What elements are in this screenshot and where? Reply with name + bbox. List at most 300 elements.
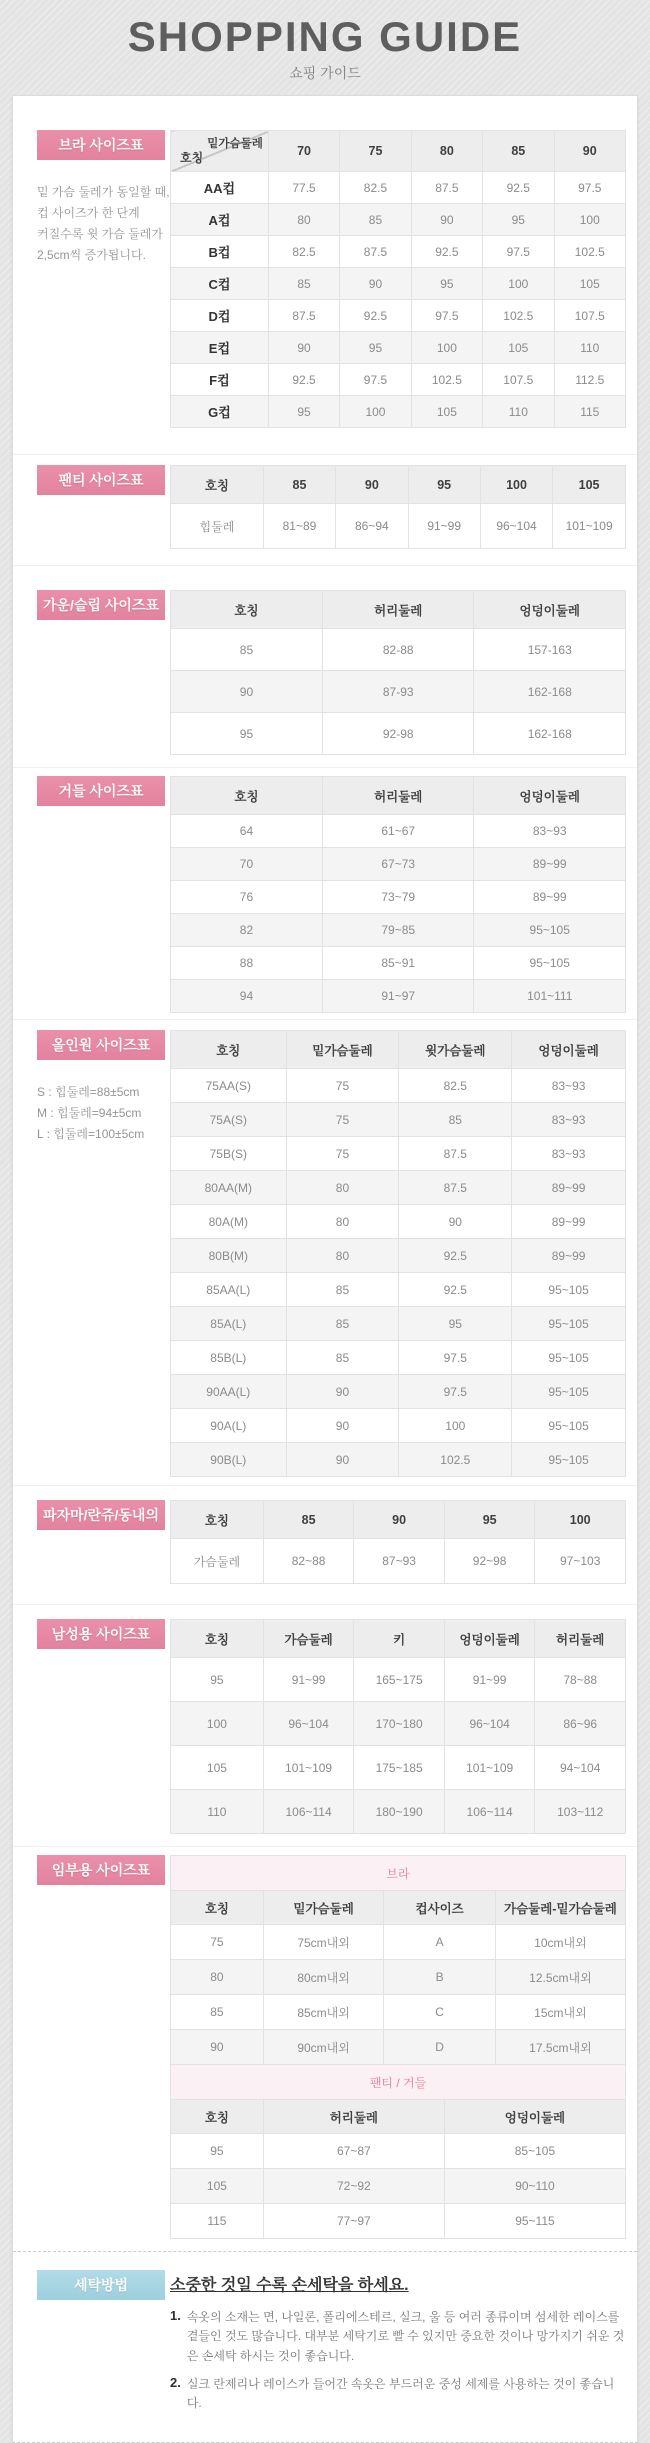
row-label-cell: 90 <box>171 2030 264 2065</box>
column-header-cell: 90 <box>336 466 408 504</box>
value-cell: 157-163 <box>474 629 626 671</box>
table-row <box>171 1205 626 1239</box>
table-row <box>171 396 626 428</box>
table-row <box>171 947 626 980</box>
value-cell: 92.5 <box>399 1273 512 1307</box>
row-label-cell: 75 <box>171 1925 264 1960</box>
value-cell: 95~105 <box>512 1341 626 1375</box>
value-cell: 90 <box>286 1409 399 1443</box>
value-cell: 80 <box>268 204 339 236</box>
row-label-cell: D컵 <box>171 300 269 332</box>
table-row <box>171 268 626 300</box>
row-label-cell: 88 <box>171 947 323 980</box>
value-cell: 85 <box>286 1341 399 1375</box>
value-cell: 85~91 <box>322 947 474 980</box>
row-label-cell: 90A(L) <box>171 1409 287 1443</box>
value-cell: 95~105 <box>512 1443 626 1477</box>
value-cell: 95~105 <box>474 914 626 947</box>
value-cell: 101~109 <box>553 504 626 549</box>
washing-instruction-item <box>170 2375 626 2413</box>
value-cell: 87.5 <box>268 300 339 332</box>
value-cell: 105 <box>411 396 482 428</box>
value-cell: 110 <box>554 332 625 364</box>
value-cell: 106~114 <box>444 1790 535 1834</box>
gown-slip-size-table <box>170 590 626 755</box>
item-text: 속옷의 소재는 면, 나일론, 폴리에스테르, 실크, 울 등 여러 종류이며 섬세한 레이스를 곁들인 것도 많습니다. 대부분 세탁기로 빨 수 있지만 중요한 것이나 망가지기 쉬운 것은 손세탁 하시는 것이 좋습니다. <box>186 2310 625 2363</box>
value-cell: 92~98 <box>444 1539 535 1584</box>
value-cell: 94~104 <box>535 1746 626 1790</box>
value-cell: 15cm내외 <box>495 1995 625 2030</box>
value-cell: 86~94 <box>336 504 408 549</box>
item-number: 1. <box>170 2308 181 2324</box>
value-cell: 85 <box>268 268 339 300</box>
value-cell: 95~105 <box>512 1409 626 1443</box>
table-row <box>171 1501 626 1539</box>
content-card <box>12 95 638 2443</box>
value-cell: 90 <box>286 1375 399 1409</box>
row-label-cell: 76 <box>171 881 323 914</box>
girdle-section-badge: 거들 사이즈표 <box>37 776 165 806</box>
washing-title: 소중한 것일 수록 손세탁을 하세요. <box>170 2277 409 2295</box>
table-row <box>171 1137 626 1171</box>
row-label-cell: A컵 <box>171 204 269 236</box>
value-cell: 85 <box>286 1273 399 1307</box>
value-cell: 165~175 <box>354 1658 445 1702</box>
value-cell: 73~79 <box>322 881 474 914</box>
row-label-cell: 105 <box>171 2169 264 2204</box>
table-row <box>171 300 626 332</box>
value-cell: 80cm내외 <box>263 1960 384 1995</box>
value-cell: 90 <box>286 1443 399 1477</box>
value-cell: 90~110 <box>444 2169 625 2204</box>
row-label-cell: 90 <box>171 671 323 713</box>
table-row <box>171 1341 626 1375</box>
table-row <box>171 881 626 914</box>
section-bra-size <box>13 96 637 454</box>
table-row <box>171 1375 626 1409</box>
column-header-cell: 허리둘레 <box>535 1620 626 1658</box>
value-cell: 96~104 <box>263 1702 354 1746</box>
maternity-bra-size-table <box>170 1855 626 2065</box>
section-gown-slip-size <box>13 565 637 767</box>
table-row <box>171 1273 626 1307</box>
row-label-cell: 82 <box>171 914 323 947</box>
item-number: 2. <box>170 2374 181 2390</box>
table-row <box>171 1443 626 1477</box>
table-row <box>171 504 626 549</box>
note-line: 컵 사이즈가 한 단계 <box>37 206 140 221</box>
value-cell: 103~112 <box>535 1790 626 1834</box>
row-label-cell: 75AA(S) <box>171 1069 287 1103</box>
value-cell: 12.5cm내외 <box>495 1960 625 1995</box>
row-label-cell: AA컵 <box>171 172 269 204</box>
value-cell: 95~105 <box>512 1375 626 1409</box>
column-header-cell: 호칭 <box>171 591 323 629</box>
column-header-cell: 컵사이즈 <box>384 1891 495 1925</box>
value-cell: 92.5 <box>268 364 339 396</box>
value-cell: 95 <box>340 332 411 364</box>
value-cell: 83~93 <box>474 815 626 848</box>
row-label-cell: 가슴둘레 <box>171 1539 264 1584</box>
value-cell: 100 <box>554 204 625 236</box>
value-cell: 83~93 <box>512 1137 626 1171</box>
column-header-cell: 80 <box>411 131 482 172</box>
value-cell: 97.5 <box>483 236 554 268</box>
table-row <box>171 1409 626 1443</box>
value-cell: 92.5 <box>411 236 482 268</box>
value-cell: 10cm내외 <box>495 1925 625 1960</box>
table-row <box>171 713 626 755</box>
value-cell: 89~99 <box>474 848 626 881</box>
value-cell: 87.5 <box>399 1137 512 1171</box>
column-header-cell: 허리둘레 <box>322 591 474 629</box>
row-label-cell: 94 <box>171 980 323 1013</box>
value-cell: 83~93 <box>512 1103 626 1137</box>
table-row <box>171 777 626 815</box>
row-label-cell: 80AA(M) <box>171 1171 287 1205</box>
value-cell: 89~99 <box>512 1239 626 1273</box>
corner-top-label: 밑가슴둘레 <box>207 138 263 151</box>
gown-section-badge: 가운/슬립 사이즈표 <box>37 590 165 620</box>
value-cell: 107.5 <box>483 364 554 396</box>
table-row <box>171 2169 626 2204</box>
row-label-cell: F컵 <box>171 364 269 396</box>
row-label-cell: 85 <box>171 1995 264 2030</box>
table-row <box>171 1069 626 1103</box>
value-cell: 87.5 <box>340 236 411 268</box>
value-cell: 75 <box>286 1069 399 1103</box>
value-cell: 96~104 <box>480 504 552 549</box>
column-header-cell: 가슴둘레 <box>263 1620 354 1658</box>
row-label-cell: 70 <box>171 848 323 881</box>
value-cell: 85cm내외 <box>263 1995 384 2030</box>
column-header-cell: 75 <box>340 131 411 172</box>
value-cell: 90 <box>399 1205 512 1239</box>
value-cell: 92.5 <box>340 300 411 332</box>
value-cell: 92.5 <box>399 1239 512 1273</box>
row-label-cell: 85 <box>171 629 323 671</box>
row-label-cell: 100 <box>171 1702 264 1746</box>
pajama-section-badge: 파자마/란쥬/동내의 <box>37 1500 165 1530</box>
value-cell: 107.5 <box>554 300 625 332</box>
value-cell: 92.5 <box>483 172 554 204</box>
value-cell: B <box>384 1960 495 1995</box>
value-cell: 87-93 <box>322 671 474 713</box>
maternity-panty-girdle-size-table <box>170 2064 626 2239</box>
column-header-cell: 호칭 <box>171 777 323 815</box>
table-row <box>171 1891 626 1925</box>
panty-size-table <box>170 465 626 549</box>
value-cell: 78~88 <box>535 1658 626 1702</box>
column-header-cell: 키 <box>354 1620 445 1658</box>
table-row <box>171 1995 626 2030</box>
column-header-cell: 가슴둘레-밑가슴둘레 <box>495 1891 625 1925</box>
value-cell: 101~109 <box>444 1746 535 1790</box>
table-row <box>171 1103 626 1137</box>
value-cell: 86~96 <box>535 1702 626 1746</box>
value-cell: D <box>384 2030 495 2065</box>
washing-section-badge: 세탁방법 <box>37 2270 165 2300</box>
mens-section-badge: 남성용 사이즈표 <box>37 1619 165 1649</box>
table-row <box>171 131 626 172</box>
value-cell: 92-98 <box>322 713 474 755</box>
value-cell: 106~114 <box>263 1790 354 1834</box>
column-header-cell: 호칭 <box>171 1891 264 1925</box>
section-allinone-size <box>13 1019 637 1485</box>
value-cell: 85 <box>399 1103 512 1137</box>
table-row <box>171 204 626 236</box>
value-cell: 95~105 <box>512 1273 626 1307</box>
value-cell: 91~99 <box>263 1658 354 1702</box>
diagonal-corner-cell <box>171 131 269 172</box>
table-row <box>171 1171 626 1205</box>
value-cell: 82.5 <box>399 1069 512 1103</box>
table-row <box>171 980 626 1013</box>
value-cell: 91~97 <box>322 980 474 1013</box>
value-cell: 95~115 <box>444 2204 625 2239</box>
page-title: SHOPPING GUIDE <box>127 13 523 60</box>
note-line: M : 힙둘레=94±5cm <box>37 1106 142 1121</box>
value-cell: 105 <box>554 268 625 300</box>
value-cell: 162-168 <box>474 671 626 713</box>
value-cell: 180~190 <box>354 1790 445 1834</box>
row-label-cell: C컵 <box>171 268 269 300</box>
value-cell: 80 <box>286 1239 399 1273</box>
value-cell: 100 <box>399 1409 512 1443</box>
row-label-cell: 90AA(L) <box>171 1375 287 1409</box>
value-cell: 100 <box>411 332 482 364</box>
row-label-cell: 힙둘레 <box>171 504 264 549</box>
row-label-cell: B컵 <box>171 236 269 268</box>
corner-bottom-label: 호칭 <box>180 151 204 166</box>
table-row <box>171 1960 626 1995</box>
table-row <box>171 848 626 881</box>
row-label-cell: 80A(M) <box>171 1205 287 1239</box>
value-cell: 97.5 <box>340 364 411 396</box>
table-row <box>171 1539 626 1584</box>
column-header-cell: 호칭 <box>171 1501 264 1539</box>
column-header-cell: 엉덩이둘레 <box>474 777 626 815</box>
allinone-section-badge: 올인원 사이즈표 <box>37 1030 165 1060</box>
value-cell: 82.5 <box>340 172 411 204</box>
table-row <box>171 1307 626 1341</box>
row-label-cell: 85A(L) <box>171 1307 287 1341</box>
column-header-cell: 호칭 <box>171 1620 264 1658</box>
column-header-cell: 밑가슴둘레 <box>286 1031 399 1069</box>
note-line: L : 힙둘레=100±5cm <box>37 1127 145 1142</box>
note-line: 2,5cm씩 증가됩니다. <box>37 248 146 263</box>
row-label-cell: 75A(S) <box>171 1103 287 1137</box>
item-text: 실크 란제리나 레이스가 들어간 속옷은 부드러운 중성 세제를 사용하는 것이 좋습니다. <box>186 2376 615 2410</box>
value-cell: 80 <box>286 1171 399 1205</box>
column-header-cell: 95 <box>408 466 480 504</box>
value-cell: 72~92 <box>263 2169 444 2204</box>
section-washing-method <box>13 2251 637 2442</box>
value-cell: 90 <box>268 332 339 364</box>
column-header-cell: 100 <box>535 1501 626 1539</box>
value-cell: 90 <box>411 204 482 236</box>
value-cell: 95~105 <box>512 1307 626 1341</box>
value-cell: 102.5 <box>554 236 625 268</box>
value-cell: 96~104 <box>444 1702 535 1746</box>
value-cell: 91~99 <box>408 504 480 549</box>
table-row <box>171 1658 626 1702</box>
value-cell: 83~93 <box>512 1069 626 1103</box>
pajama-size-table <box>170 1500 626 1584</box>
column-header-cell: 엉덩이둘레 <box>444 2100 625 2134</box>
value-cell: 17.5cm내외 <box>495 2030 625 2065</box>
row-label-cell: 95 <box>171 713 323 755</box>
table-row <box>171 466 626 504</box>
value-cell: 97.5 <box>411 300 482 332</box>
table-row <box>171 671 626 713</box>
table-row <box>171 1031 626 1069</box>
washing-instruction-item <box>170 2308 626 2366</box>
table-sub-band: 브라 <box>171 1856 626 1891</box>
value-cell: 97.5 <box>399 1341 512 1375</box>
table-row <box>171 1790 626 1834</box>
table-row <box>171 1620 626 1658</box>
table-row <box>171 1856 626 1891</box>
section-panty-size <box>13 454 637 565</box>
table-row <box>171 332 626 364</box>
row-label-cell: 105 <box>171 1746 264 1790</box>
row-label-cell: 95 <box>171 1658 264 1702</box>
value-cell: 89~99 <box>512 1205 626 1239</box>
value-cell: 112.5 <box>554 364 625 396</box>
value-cell: 87~93 <box>354 1539 445 1584</box>
value-cell: 175~185 <box>354 1746 445 1790</box>
row-label-cell: 75B(S) <box>171 1137 287 1171</box>
row-label-cell: 85B(L) <box>171 1341 287 1375</box>
column-header-cell: 윗가슴둘레 <box>399 1031 512 1069</box>
value-cell: 97~103 <box>535 1539 626 1584</box>
row-label-cell: 85AA(L) <box>171 1273 287 1307</box>
row-label-cell: 115 <box>171 2204 264 2239</box>
table-row <box>171 2204 626 2239</box>
column-header-cell: 호칭 <box>171 2100 264 2134</box>
value-cell: 75 <box>286 1137 399 1171</box>
column-header-cell: 호칭 <box>171 1031 287 1069</box>
value-cell: 95 <box>483 204 554 236</box>
column-header-cell: 엉덩이둘레 <box>474 591 626 629</box>
column-header-cell: 85 <box>483 131 554 172</box>
value-cell: 100 <box>483 268 554 300</box>
value-cell: 82~88 <box>263 1539 354 1584</box>
column-header-cell: 85 <box>263 466 335 504</box>
value-cell: 102.5 <box>483 300 554 332</box>
value-cell: 115 <box>554 396 625 428</box>
table-row <box>171 236 626 268</box>
column-header-cell: 허리둘레 <box>263 2100 444 2134</box>
value-cell: 101~111 <box>474 980 626 1013</box>
section-maternity-size <box>13 1846 637 2251</box>
value-cell: 75 <box>286 1103 399 1137</box>
value-cell: 101~109 <box>263 1746 354 1790</box>
column-header-cell: 엉덩이둘레 <box>512 1031 626 1069</box>
value-cell: 95 <box>411 268 482 300</box>
mens-size-table <box>170 1619 626 1834</box>
table-row <box>171 1702 626 1746</box>
bra-section-note <box>37 182 170 266</box>
page-subtitle: 쇼핑 가이드 <box>289 65 361 82</box>
value-cell: 87.5 <box>399 1171 512 1205</box>
row-label-cell: 95 <box>171 2134 264 2169</box>
column-header-cell: 70 <box>268 131 339 172</box>
column-header-cell: 100 <box>480 466 552 504</box>
page-header <box>0 0 650 83</box>
value-cell: 89~99 <box>512 1171 626 1205</box>
column-header-cell: 허리둘레 <box>322 777 474 815</box>
value-cell: 79~85 <box>322 914 474 947</box>
table-row <box>171 1239 626 1273</box>
table-row <box>171 1746 626 1790</box>
value-cell: 170~180 <box>354 1702 445 1746</box>
section-mens-size <box>13 1604 637 1846</box>
value-cell: 75cm내외 <box>263 1925 384 1960</box>
value-cell: 85 <box>286 1307 399 1341</box>
washing-instructions <box>170 2308 626 2413</box>
column-header-cell: 95 <box>444 1501 535 1539</box>
value-cell: 61~67 <box>322 815 474 848</box>
table-row <box>171 629 626 671</box>
row-label-cell: G컵 <box>171 396 269 428</box>
value-cell: A <box>384 1925 495 1960</box>
value-cell: 110 <box>483 396 554 428</box>
table-row <box>171 1925 626 1960</box>
column-header-cell: 85 <box>263 1501 354 1539</box>
table-row <box>171 914 626 947</box>
maternity-section-badge: 임부용 사이즈표 <box>37 1855 165 1885</box>
table-row <box>171 2100 626 2134</box>
section-pajama-size <box>13 1485 637 1604</box>
bra-section-badge: 브라 사이즈표 <box>37 130 165 160</box>
value-cell: 102.5 <box>411 364 482 396</box>
value-cell: 67~87 <box>263 2134 444 2169</box>
column-header-cell: 엉덩이둘레 <box>444 1620 535 1658</box>
section-girdle-size <box>13 767 637 1019</box>
row-label-cell: 80 <box>171 1960 264 1995</box>
value-cell: 105 <box>483 332 554 364</box>
value-cell: 77~97 <box>263 2204 444 2239</box>
allinone-section-note <box>37 1082 170 1145</box>
value-cell: 82.5 <box>268 236 339 268</box>
table-row <box>171 2134 626 2169</box>
value-cell: 95~105 <box>474 947 626 980</box>
value-cell: 89~99 <box>474 881 626 914</box>
value-cell: 87.5 <box>411 172 482 204</box>
note-line: 밑 가슴 둘레가 동일할 때, <box>37 185 170 200</box>
value-cell: 67~73 <box>322 848 474 881</box>
row-label-cell: E컵 <box>171 332 269 364</box>
column-header-cell: 105 <box>553 466 626 504</box>
value-cell: 90 <box>340 268 411 300</box>
bra-size-table <box>170 130 626 428</box>
row-label-cell: 64 <box>171 815 323 848</box>
value-cell: 91~99 <box>444 1658 535 1702</box>
note-line: 커질수록 윗 가슴 둘레가 <box>37 227 163 242</box>
value-cell: 100 <box>340 396 411 428</box>
value-cell: 97.5 <box>399 1375 512 1409</box>
row-label-cell: 90B(L) <box>171 1443 287 1477</box>
column-header-cell: 90 <box>554 131 625 172</box>
allinone-size-table <box>170 1030 626 1477</box>
value-cell: 81~89 <box>263 504 335 549</box>
value-cell: 95 <box>268 396 339 428</box>
girdle-size-table <box>170 776 626 1013</box>
value-cell: C <box>384 1995 495 2030</box>
value-cell: 162-168 <box>474 713 626 755</box>
